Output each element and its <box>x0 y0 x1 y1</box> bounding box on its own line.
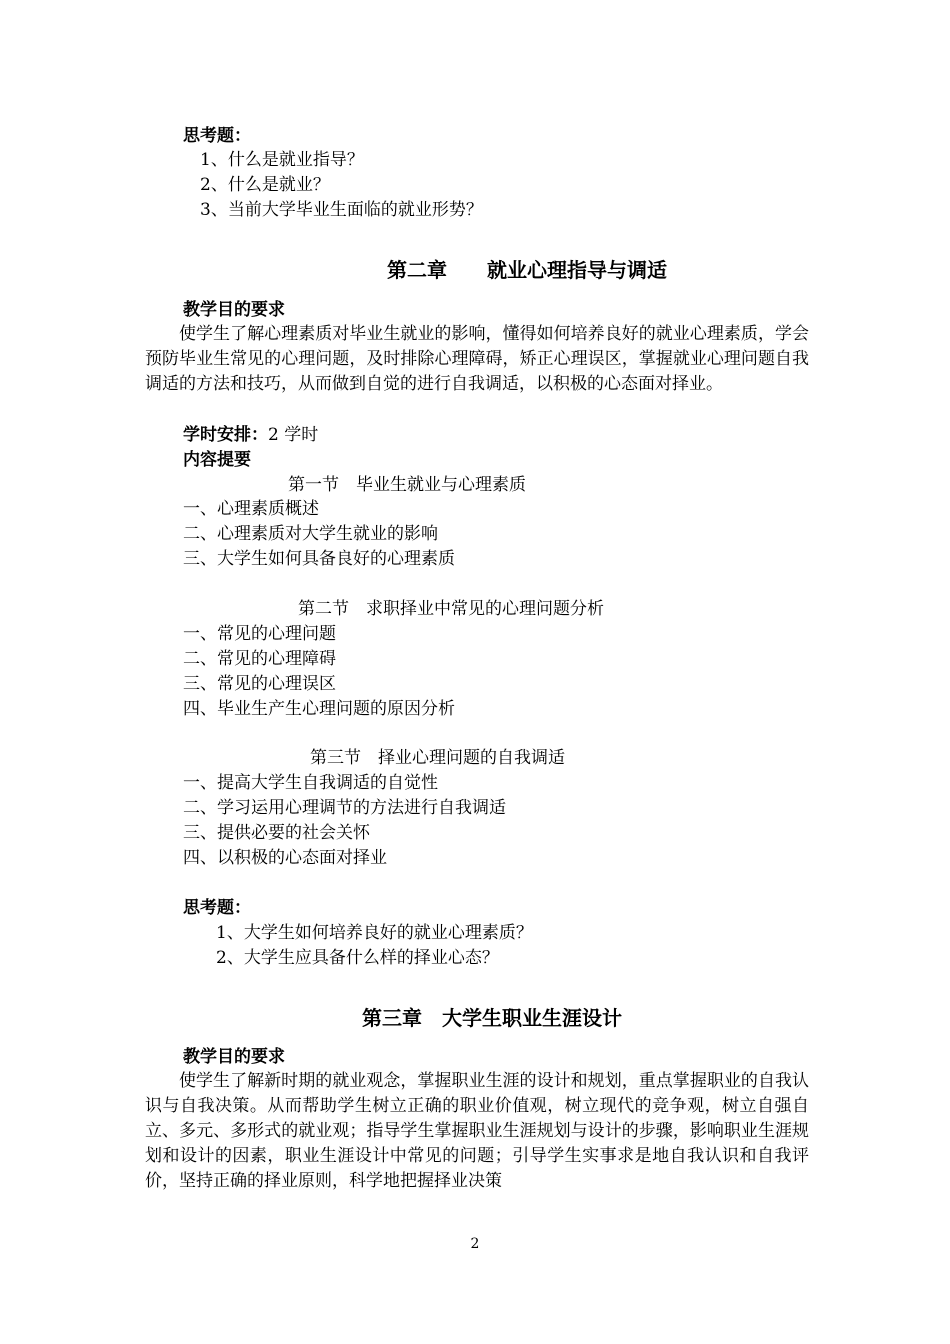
chapter2-section-1-item: 三、大学生如何具备良好的心理素质 <box>183 549 455 569</box>
chapter2-section-2-item: 一、常见的心理问题 <box>183 624 336 644</box>
chapter2-section-3-item: 四、以积极的心态面对择业 <box>183 848 387 868</box>
chapter2-content-heading: 内容提要 <box>183 450 251 470</box>
ch1-questions-heading: 思考题： <box>183 126 251 146</box>
chapter3-title: 第三章 大学生职业生涯设计 <box>362 1006 622 1030</box>
chapter2-section-2-title: 第二节 求职择业中常见的心理问题分析 <box>298 599 604 619</box>
chapter2-objectives-text: 使学生了解心理素质对毕业生就业的影响，懂得如何培养良好的就业心理素质，学会预防毕业生常见的心理问题，及时排除心理障碍，矫正心理误区，掌握就业心理问题自我调适的方法和技巧，从而做到自觉的进行自我调适，以积极的心态面对择业。 <box>145 324 809 394</box>
chapter2-title: 第二章 就业心理指导与调适 <box>387 258 667 282</box>
chapter2-questions-heading: 思考题： <box>183 898 251 918</box>
chapter3-objectives-heading: 教学目的要求 <box>183 1047 285 1067</box>
chapter2-section-1-item: 一、心理素质概述 <box>183 499 319 519</box>
chapter2-section-2-item: 二、常见的心理障碍 <box>183 649 336 669</box>
chapter2-hours <box>183 423 318 447</box>
chapter2-section-3-item: 三、提供必要的社会关怀 <box>183 823 370 843</box>
chapter2-section-3-title: 第三节 择业心理问题的自我调适 <box>310 748 565 768</box>
ch1-question-2: 2、什么是就业？ <box>200 175 330 195</box>
chapter2-hours-label: 学时安排： <box>183 425 268 445</box>
chapter2-section-3-item: 二、学习运用心理调节的方法进行自我调适 <box>183 798 506 818</box>
chapter2-objectives-heading: 教学目的要求 <box>183 300 285 320</box>
chapter2-section-2-item: 三、常见的心理误区 <box>183 674 336 694</box>
chapter2-section-2-item: 四、毕业生产生心理问题的原因分析 <box>183 699 455 719</box>
chapter2-question-2: 2、大学生应具备什么样的择业心态？ <box>216 948 499 968</box>
chapter3-objectives-text: 使学生了解新时期的就业观念，掌握职业生涯的设计和规划，重点掌握职业的自我认识与自我决策。从而帮助学生树立正确的职业价值观，树立现代的竞争观，树立自强自立、多元、多形式的就业观；指导学生掌握职业生涯规划与设计的步骤，影响职业生涯规划和设计的因素，职业生涯设计中常见的问题；引导学生实事求是地自我认识和自我评价，坚持正确的择业原则，科学地把握择业决策 <box>145 1071 809 1191</box>
chapter2-section-1-title: 第一节 毕业生就业与心理素质 <box>288 475 526 495</box>
page-number: 2 <box>470 1236 480 1252</box>
ch1-question-3: 3、当前大学毕业生面临的就业形势？ <box>200 200 483 220</box>
ch1-question-1: 1、什么是就业指导？ <box>200 150 364 170</box>
chapter2-question-1: 1、大学生如何培养良好的就业心理素质？ <box>216 923 533 943</box>
chapter2-section-3-item: 一、提高大学生自我调适的自觉性 <box>183 773 438 793</box>
chapter2-section-1-item: 二、心理素质对大学生就业的影响 <box>183 524 438 544</box>
chapter2-hours-value: 2 学时 <box>268 425 319 445</box>
